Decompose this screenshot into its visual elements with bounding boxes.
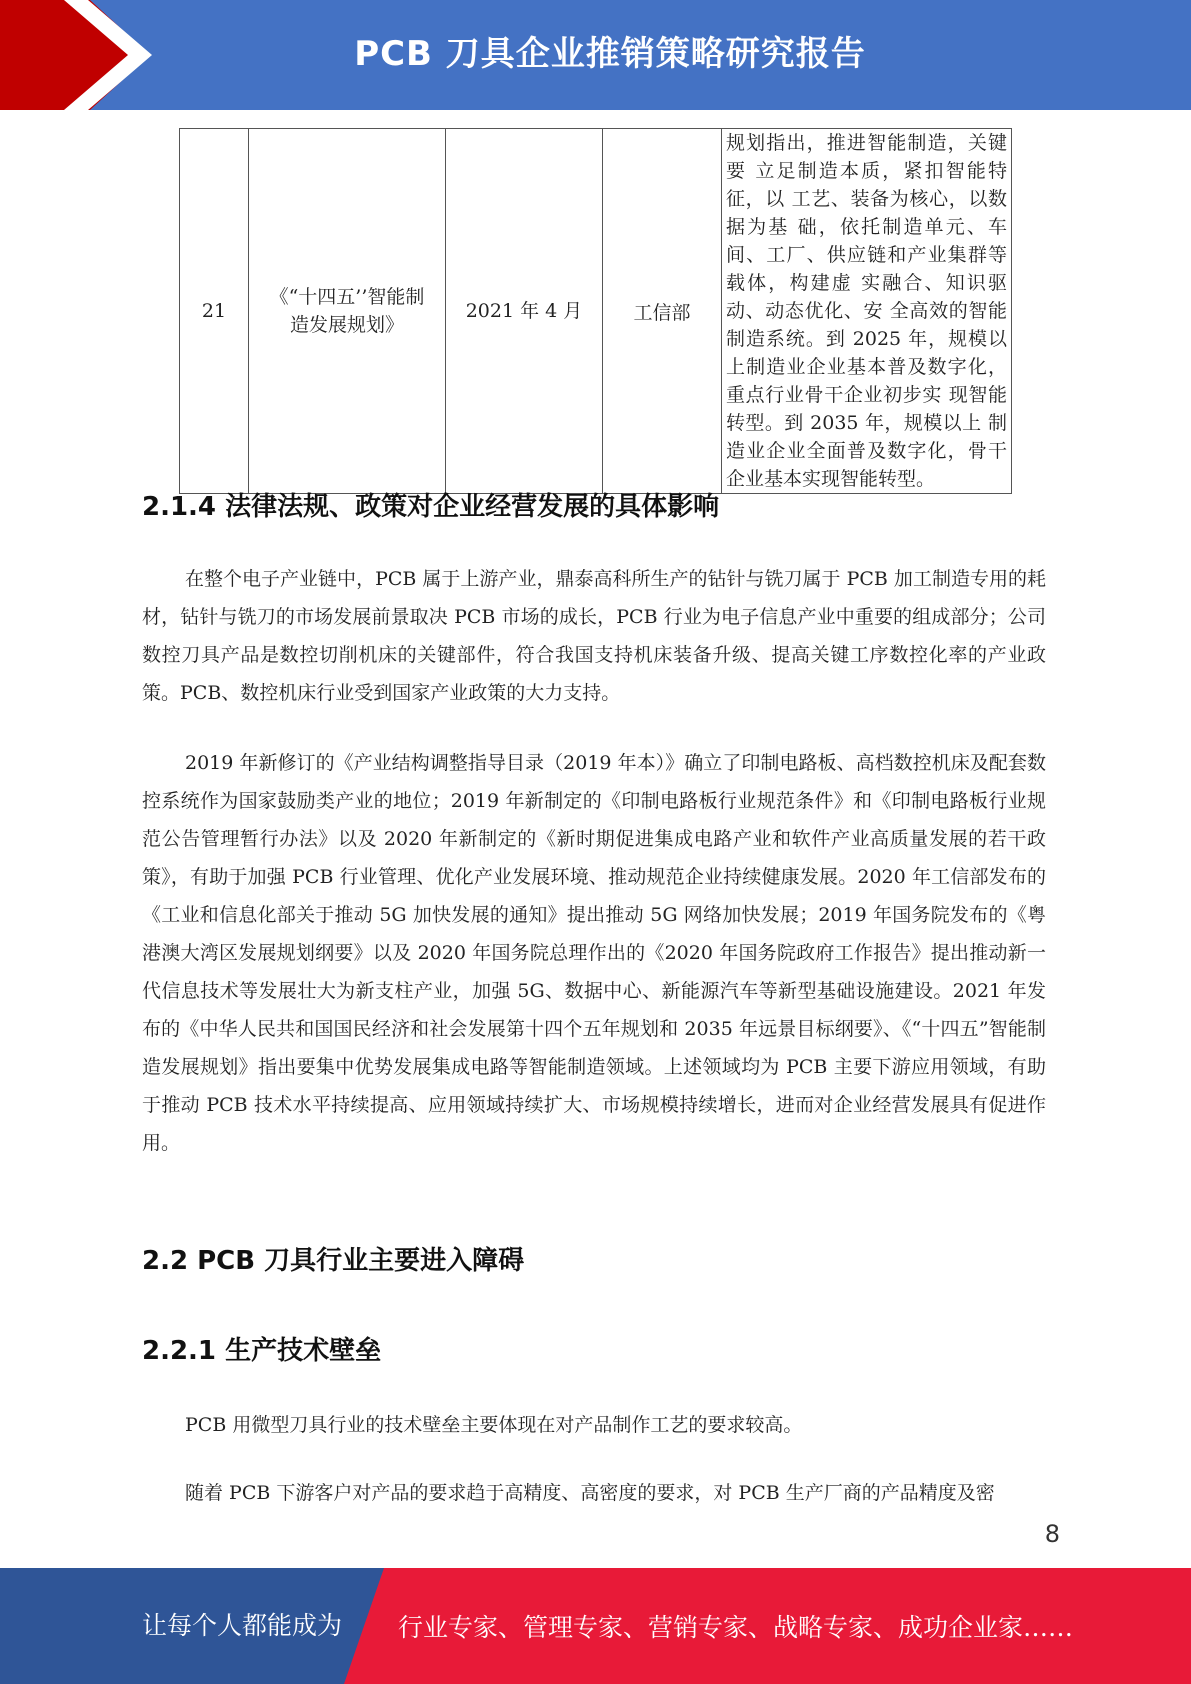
policy-table — [179, 128, 1012, 494]
table-row — [180, 129, 1012, 494]
policy-name: 《“十四五’’智能制造发展规划》 — [249, 129, 446, 494]
page-footer — [0, 1568, 1191, 1684]
footer-slogan-right: 行业专家、管理专家、营销专家、战略专家、成功企业家…… — [398, 1613, 1074, 1642]
policy-date: 2021 年 4 月 — [446, 129, 603, 494]
report-title: PCB 刀具企业推销策略研究报告 — [354, 34, 866, 74]
paragraph: 在整个电子产业链中，PCB 属于上游产业，鼎泰高科所生产的钻针与铣刀属于 PCB 加工制造专用的耗材，钻针与铣刀的市场发展前景取决 PCB 市场的成长，PCB 行业为电子信息产业中重要的组成部分；公司数控刀具产品是数控切削机床的关键部件，符合我国支持机床装备升级、提高关键工序数控化率的产业政策。PCB、数控机床行业受到国家产业政策的大力支持。 — [142, 568, 1046, 704]
row-number: 21 — [180, 129, 249, 494]
policy-department: 工信部 — [603, 129, 722, 494]
section-heading-2-2-1: 2.2.1 生产技术壁垒 — [142, 1336, 382, 1366]
paragraph: 2019 年新修订的《产业结构调整指导目录（2019 年本）》确立了印制电路板、高档数控机床及配套数控系统作为国家鼓励类产业的地位；2019 年新制定的《印制电路板行业规范条件》和《印制电路板行业规范公告管理暂行办法》以及 2020 年新制定的《新时期促进集成电路产业和软件产业高质量发展的若干政策》，有助于加强 PCB 行业管理、优化产业发展环境、推动规范企业持续健康发展。2020 年工信部发布的《工业和信息化部关于推动 5G 加快发展的通知》提出推动 5G 网络加快发展；2019 年国务院发布的《粤港澳大湾区发展规划纲要》以及 2020 年国务院总理作出的《2020 年国务院政府工作报告》提出推动新一代信息技术等发展壮大为新支柱产业，加强 5G、数据中心、新能源汽车等新型基础设施建设。2021 年发布的《中华人民共和国国民经济和社会发展第十四个五年规划和 2035 年远景目标纲要》、《“十四五”智能制造发展规划》指出要集中优势发展集成电路等智能制造领域。上述领域均为 PCB 主要下游应用领域，有助于推动 PCB 技术水平持续提高、应用领域持续扩大、市场规模持续增长，进而对企业经营发展具有促进作用。 — [142, 752, 1046, 1154]
page-number: 8 — [1044, 1520, 1060, 1548]
section-heading-2-2: 2.2 PCB 刀具行业主要进入障碍 — [142, 1246, 525, 1276]
footer-slogan-left: 让每个人都能成为 — [142, 1611, 343, 1640]
policy-content: 规划指出，推进智能制造，关键要 立足制造本质，紧扣智能特征，以 工艺、装备为核心，以数据为基 础，依托制造单元、车间、工厂、供应链和产业集群等载体，构建虚 实融合、知识驱动、动态优化、安 全高效的智能制造系统。到 2025 年，规模以上制造业企业基本普及数字化，重点行业骨干企业初步实 现智能转型。到 2035 年，规模以上 制造业企业全面普及数字化，骨干 企业基本实现智能转型。 — [722, 129, 1012, 494]
paragraph: 随着 PCB 下游客户对产品的要求趋于高精度、高密度的要求，对 PCB 生产厂商的产品精度及密 — [185, 1482, 995, 1504]
section-heading-2-1-4: 2.1.4 法律法规、政策对企业经营发展的具体影响 — [142, 492, 720, 522]
paragraph: PCB 用微型刀具行业的技术壁垒主要体现在对产品制作工艺的要求较高。 — [185, 1414, 803, 1436]
header-red-arrow — [0, 0, 150, 110]
page-header — [0, 0, 1191, 110]
